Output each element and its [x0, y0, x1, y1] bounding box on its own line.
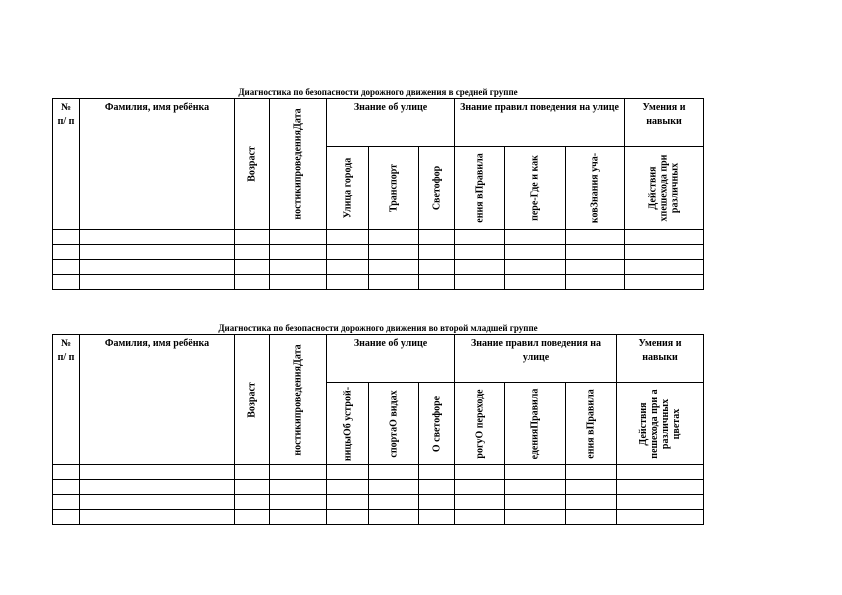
col-age-header: Возраст — [246, 381, 258, 418]
subheader-rules: ения вПравила — [474, 153, 485, 223]
rules-knowledge-header: Знание правил поведения на улице — [460, 102, 619, 113]
subheader-cell — [369, 147, 418, 229]
subheader-cell — [327, 383, 368, 464]
subheader-cell — [455, 147, 504, 229]
street-knowledge-header: Знание об улице — [353, 338, 428, 349]
subheader-cell — [505, 383, 565, 464]
subheader-street-structure: ницыОб устрой- — [342, 386, 353, 461]
subheader-traffic-light: Светофор — [431, 165, 442, 211]
subheader-transport: Транспорт — [388, 163, 399, 213]
subheader-traffic-light: О светофоре — [431, 395, 442, 452]
street-knowledge-header: Знание об улице — [353, 102, 428, 113]
rules-knowledge-header: Знание правил поведения на улице — [470, 338, 601, 363]
subheader-transport-types: спортаО видах — [388, 389, 399, 458]
subheader-street-city: Улица города — [342, 157, 353, 219]
subheader-pedestrian-actions: Действия хпешехода при различных — [647, 154, 681, 222]
table1-title: Диагностика по безопасности дорожного движения в средней группе — [238, 87, 518, 97]
table2 — [52, 334, 704, 525]
subheader-crossing: пере-Где и как — [529, 155, 541, 221]
table1 — [52, 98, 704, 290]
subheader-cell — [505, 147, 565, 229]
col-date-header: ностикипроведенияДата — [292, 343, 304, 456]
skills-header: Умения и навыки — [638, 338, 682, 363]
subheader-cell — [419, 147, 454, 229]
col-name-header: Фамилия, имя ребёнка — [104, 338, 210, 349]
col-date-header-cell — [270, 335, 326, 464]
col-age-header-cell — [235, 335, 269, 464]
col-age-header-cell — [235, 99, 269, 229]
subheader-cell — [419, 383, 454, 464]
col-date-header-cell — [270, 99, 326, 229]
table2-title: Диагностика по безопасности дорожного движения во второй младшей группе — [218, 323, 538, 333]
subheader-pedestrian-actions: Действия пешехода при а различных цветах — [638, 388, 682, 459]
col-number-header: № п/ п — [57, 102, 75, 127]
subheader-cell — [369, 383, 418, 464]
subheader-behavior-rules: еденияПравила — [529, 388, 541, 459]
subheader-cell — [327, 147, 368, 229]
col-age-header: Возраст — [246, 146, 258, 182]
skills-header: Умения и навыки — [642, 102, 686, 127]
subheader-cell — [625, 147, 703, 229]
subheader-rules: ения вПравила — [585, 388, 597, 459]
subheader-participants: ковЗнания уча- — [589, 152, 601, 224]
subheader-cell — [566, 147, 624, 229]
col-name-header: Фамилия, имя ребёнка — [104, 102, 210, 113]
col-date-header: ностикипроведенияДата — [292, 108, 304, 220]
col-number-header: № п/ п — [57, 338, 75, 363]
subheader-cell — [617, 383, 703, 464]
subheader-cell — [455, 383, 504, 464]
subheader-crossing: рогуО переходе — [474, 388, 485, 459]
subheader-cell — [566, 383, 616, 464]
